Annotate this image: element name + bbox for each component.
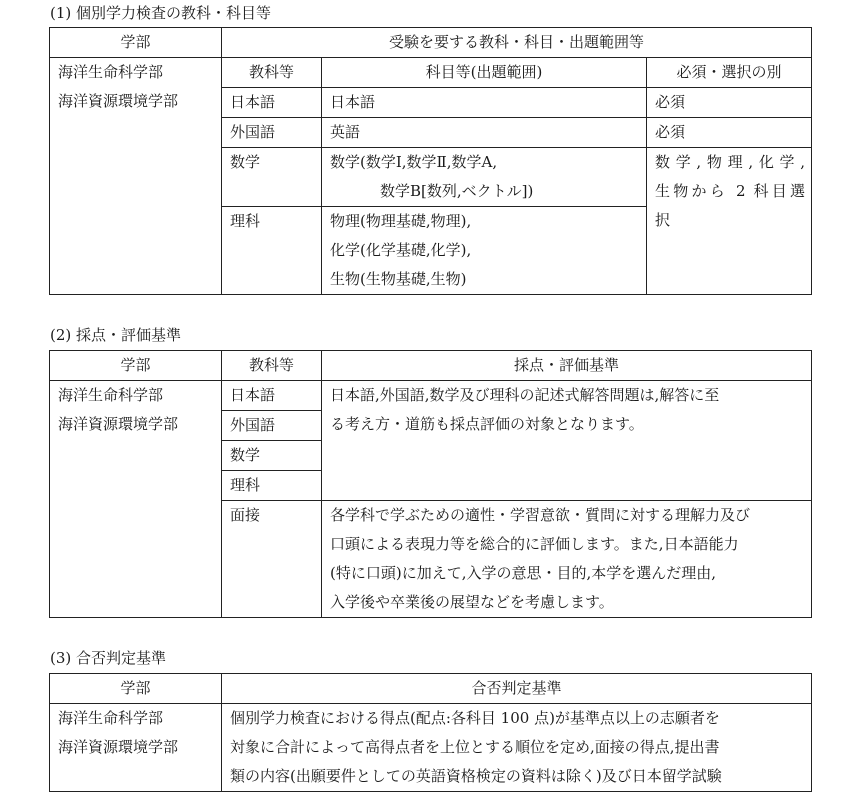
header-dept: 学部: [50, 28, 222, 58]
section2-heading: (2) 採点・評価基準: [50, 326, 182, 344]
grading-table: [49, 350, 812, 618]
criteria-line: る考え方・道筋も採点評価の対象となります。: [330, 415, 644, 433]
req-line: 数学,物理,化学,: [655, 153, 806, 171]
subject-cell: 日本語: [222, 88, 322, 118]
header-subject: 教科等: [222, 351, 322, 381]
criteria-line: 類の内容(出願要件としての英語資格検定の資料は除く)及び日本留学試験: [230, 767, 722, 785]
req-cell: 必須: [647, 118, 812, 148]
header-main: 受験を要する教科・科目・出題範囲等: [222, 28, 812, 58]
subject-cell: 面接: [222, 501, 322, 618]
range-line: 数学B[数列,ベクトル]): [380, 182, 534, 200]
range-line: 数学(数学Ⅰ,数学Ⅱ,数学A,: [330, 153, 498, 171]
dept-name: 海洋資源環境学部: [58, 738, 179, 756]
subject-cell: 外国語: [222, 118, 322, 148]
header-criteria: 合否判定基準: [222, 674, 812, 704]
criteria-line: 個別学力検査における得点(配点:各科目 100 点)が基準点以上の志願者を: [230, 709, 720, 727]
req-line: 生物から 2 科目選: [655, 182, 806, 200]
criteria-cell: [222, 704, 812, 792]
range-cell: [322, 207, 647, 295]
dept-cell: [50, 58, 222, 295]
subjects-table: [49, 27, 812, 295]
range-cell: 日本語: [322, 88, 647, 118]
range-cell: [322, 148, 647, 207]
col-subject: 教科等: [222, 58, 322, 88]
dept-name: 海洋生命科学部: [58, 386, 164, 404]
range-line: 物理(物理基礎,物理),: [330, 212, 472, 230]
range-line: 生物(生物基礎,生物): [330, 270, 467, 288]
dept-name: 海洋資源環境学部: [58, 92, 179, 110]
range-cell: 英語: [322, 118, 647, 148]
subject-cell: 日本語: [222, 381, 322, 411]
header-dept: 学部: [50, 674, 222, 704]
criteria-line: 対象に合計によって高得点者を上位とする順位を定め,面接の得点,提出書: [230, 738, 720, 756]
dept-name: 海洋資源環境学部: [58, 415, 179, 433]
criteria-written-cell: [322, 381, 812, 501]
req-cell: [647, 148, 812, 295]
header-dept: 学部: [50, 351, 222, 381]
subject-cell: 数学: [222, 148, 322, 207]
subject-cell: 理科: [222, 207, 322, 295]
subject-cell: 数学: [222, 441, 322, 471]
dept-name: 海洋生命科学部: [58, 63, 164, 81]
dept-cell: [50, 381, 222, 618]
section1-heading: (1) 個別学力検査の教科・科目等: [50, 4, 272, 22]
header-criteria: 採点・評価基準: [322, 351, 812, 381]
criteria-line: 日本語,外国語,数学及び理科の記述式解答問題は,解答に至: [330, 386, 720, 404]
dept-name: 海洋生命科学部: [58, 709, 164, 727]
criteria-line: 入学後や卒業後の展望などを考慮します。: [330, 593, 614, 611]
subject-cell: 理科: [222, 471, 322, 501]
section3-heading: (3) 合否判定基準: [50, 649, 167, 667]
req-cell: 必須: [647, 88, 812, 118]
range-line: 化学(化学基礎,化学),: [330, 241, 472, 259]
criteria-line: (特に口頭)に加えて,入学の意思・目的,本学を選んだ理由,: [330, 564, 717, 582]
criteria-line: 各学科で学ぶための適性・学習意欲・質問に対する理解力及び: [330, 506, 751, 524]
col-req: 必須・選択の別: [647, 58, 812, 88]
criteria-line: 口頭による表現力等を総合的に評価します。また,日本語能力: [330, 535, 739, 553]
subject-cell: 外国語: [222, 411, 322, 441]
dept-cell: [50, 704, 222, 792]
judgment-table: [49, 673, 812, 792]
col-range: 科目等(出題範囲): [322, 58, 647, 88]
req-line: 択: [655, 211, 671, 229]
criteria-interview-cell: [322, 501, 812, 618]
